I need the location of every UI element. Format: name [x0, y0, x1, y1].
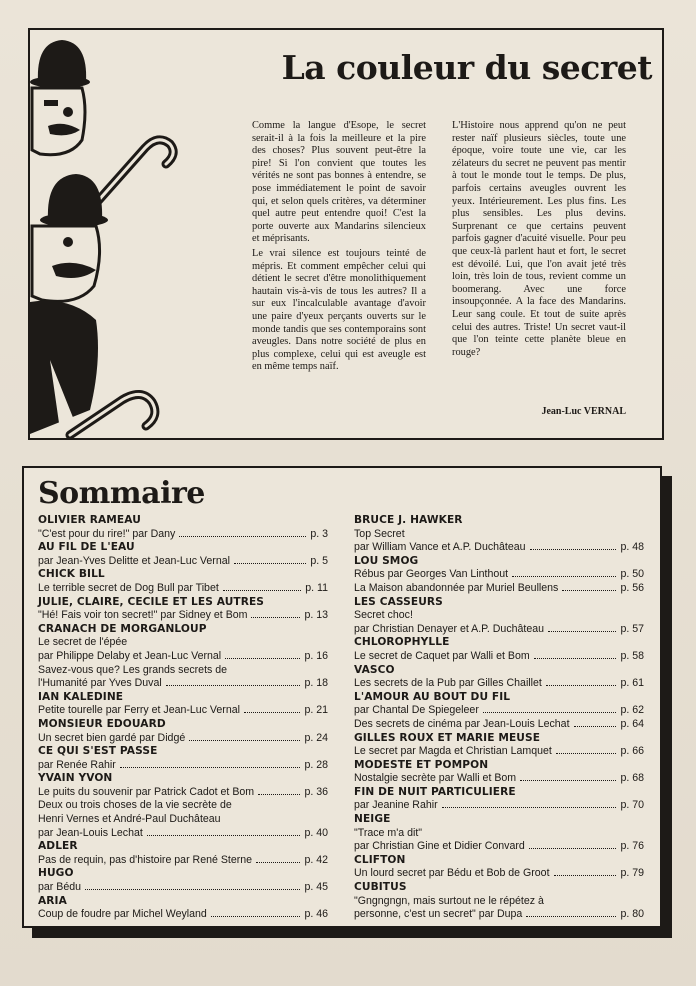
toc-series-heading: CHLOROPHYLLE [354, 636, 450, 649]
toc-line [354, 867, 644, 881]
toc-dot-leader [147, 835, 301, 836]
toc-line-text: par Bédu [38, 881, 81, 894]
toc-line-text: par William Vance et A.P. Duchâteau [354, 541, 526, 554]
toc-line [354, 718, 644, 732]
toc-line-text: Rébus par Georges Van Linthout [354, 568, 509, 581]
toc-line [38, 759, 328, 773]
toc-series-heading: CUBITUS [354, 881, 407, 894]
toc-series-heading: AU FIL DE L'EAU [38, 541, 135, 554]
sommaire-column-left [38, 514, 328, 922]
toc-series-heading: MONSIEUR EDOUARD [38, 717, 166, 730]
toc-line-text: par Jean-Louis Lechat [38, 826, 143, 839]
sommaire-column-right [354, 514, 644, 922]
toc-series-heading: LES CASSEURS [354, 595, 443, 608]
editorial-paragraph: Le vrai silence est toujours teinté de mépris. Et comment empêcher celui qui détient le secret d'être monolithiquement hautain vis-à-vis de tous les autres? Il a sur eux l'incalculable avantage d'avoir une paire d'yeux perçants ouverts sur le monde tandis que ses contemporains sont aveugles. Dans notre société de plus en plus complexe, celui qui est aveugle est en même temps naïf. [252, 247, 426, 373]
toc-line-text: par Christian Denayer et A.P. Duchâteau [354, 622, 545, 635]
toc-series-heading: OLIVIER RAMEAU [38, 514, 141, 526]
toc-dot-leader [211, 916, 301, 917]
toc-line [38, 827, 328, 841]
toc-dot-leader [562, 590, 616, 591]
toc-entry [354, 854, 644, 881]
toc-line [354, 650, 644, 664]
toc-line [354, 908, 644, 922]
toc-page-number: p. 3 [310, 527, 328, 540]
toc-page-number: p. 40 [304, 826, 328, 839]
toc-line-text: Deux ou trois choses de la vie secrète de [38, 799, 232, 812]
toc-series-heading: VASCO [354, 663, 395, 676]
toc-page-number: p. 64 [620, 717, 644, 730]
toc-page-number: p. 57 [620, 622, 644, 635]
toc-dot-leader [85, 889, 300, 890]
toc-page-number: p. 24 [304, 731, 328, 744]
toc-line [38, 854, 328, 868]
toc-line-text: Un lourd secret par Bédu et Bob de Groot [354, 867, 550, 880]
toc-entry [38, 541, 328, 568]
toc-entry [354, 691, 644, 732]
toc-line-text: Nostalgie secrète par Walli et Bom [354, 772, 517, 785]
toc-dot-leader [442, 807, 617, 808]
toc-line [38, 636, 328, 650]
toc-page-number: p. 5 [310, 554, 328, 567]
toc-page-number: p. 36 [304, 785, 328, 798]
toc-line-text: "Trace m'a dit" [354, 826, 423, 839]
toc-line [38, 528, 328, 542]
toc-line [354, 772, 644, 786]
toc-dot-leader [529, 848, 617, 849]
toc-entry [38, 745, 328, 772]
toc-dot-leader [225, 658, 300, 659]
editorial-box [28, 28, 664, 440]
toc-line [354, 745, 644, 759]
toc-page-number: p. 42 [304, 853, 328, 866]
toc-series-heading: NEIGE [354, 813, 391, 826]
toc-entry [38, 772, 328, 840]
toc-page-number: p. 76 [620, 840, 644, 853]
sommaire-title: Sommaire [38, 476, 205, 511]
toc-entry [38, 895, 328, 922]
toc-page-number: p. 62 [620, 704, 644, 717]
toc-entry [38, 623, 328, 691]
toc-entry [354, 732, 644, 759]
toc-line-text: par Jean-Yves Delitte et Jean-Luc Vernal [38, 554, 230, 567]
toc-line-text: Coup de foudre par Michel Weyland [38, 908, 207, 921]
toc-dot-leader [520, 780, 616, 781]
toc-line-text: Le secret de l'épée [38, 636, 128, 649]
toc-series-heading: L'AMOUR AU BOUT DU FIL [354, 690, 511, 703]
toc-line [354, 704, 644, 718]
toc-dot-leader [530, 549, 617, 550]
toc-line-text: l'Humanité par Yves Duval [38, 677, 162, 690]
toc-line-text: Pas de requin, pas d'histoire par René Sterne [38, 853, 253, 866]
toc-line [38, 609, 328, 623]
toc-dot-leader [526, 916, 616, 917]
toc-entry [354, 813, 644, 854]
toc-dot-leader [223, 590, 301, 591]
editorial-paragraph: L'Histoire nous apprend qu'on ne peut rester naïf plusieurs siècles, toute une époque, voire toute une vie, car les zélateurs du secret ne peuvent pas mentir à tout le monde tout le temps. De plus, parfois certains aveugles ouvrent les yeux. Intérieurement. Les plus fins. Les plus sensibles. Les plus devins. Surprenant ce que certains peuvent parfois gagner d'acuité visuelle. Pour peu que ceux-là parlent haut et fort, le secret est dévoilé. Lui, que l'on avait jeté très loin, très loin de tous, revient comme un boomerang. Avec une force insoupçonnée. A la face des Mandarins. Leur sang coule. Et tout de suite après celui des autres. Triste! Un secret vaut-il que l'on teinte cette planète bleue en rouge? [452, 120, 626, 358]
toc-line [354, 677, 644, 691]
toc-page-number: p. 68 [620, 772, 644, 785]
toc-line-text: Savez-vous que? Les grands secrets de [38, 663, 228, 676]
toc-line [354, 840, 644, 854]
toc-page-number: p. 21 [304, 704, 328, 717]
toc-entry [354, 664, 644, 691]
toc-line [354, 528, 644, 542]
toc-line-text: par Chantal De Spiegeleer [354, 704, 479, 717]
toc-line-text: par Philippe Delaby et Jean-Luc Vernal [38, 649, 222, 662]
toc-line [38, 664, 328, 678]
toc-dot-leader [554, 875, 617, 876]
toc-line-text: Les secrets de la Pub par Gilles Chaillet [354, 677, 542, 690]
toc-entry [38, 691, 328, 718]
toc-line-text: Petite tourelle par Ferry et Jean-Luc Vernal [38, 704, 240, 717]
toc-line-text: par Renée Rahir [38, 758, 116, 771]
toc-line [354, 582, 644, 596]
toc-dot-leader [166, 685, 301, 686]
toc-entry [354, 636, 644, 663]
toc-series-heading: ADLER [38, 840, 78, 853]
detective-face-icon-2 [32, 226, 100, 301]
toc-page-number: p. 79 [620, 867, 644, 880]
toc-dot-leader [483, 712, 617, 713]
toc-series-heading: GILLES ROUX ET MARIE MEUSE [354, 731, 541, 744]
toc-dot-leader [251, 617, 300, 618]
toc-series-heading: MODESTE ET POMPON [354, 758, 489, 771]
toc-dot-leader [179, 536, 306, 537]
toc-line [354, 609, 644, 623]
editorial-paragraph: Comme la langue d'Esope, le secret serait-il à la fois la meilleure et la pire des choses? Plus souvent peut-être la pire! Si l'on convient que toutes les vérités ne sont pas bonnes à entendre, se pose immédiatement le point de savoir qui, et selon quels critères, va déterminer quel autre peut entendre quoi! C'est la porte ouverte aux Mandarins silencieux et méprisants. [252, 120, 426, 245]
toc-line [354, 827, 644, 841]
detective-body-icon [30, 301, 98, 434]
editorial-column-left [252, 120, 426, 376]
toc-dot-leader [189, 740, 300, 741]
toc-page-number: p. 66 [620, 745, 644, 758]
toc-entry [38, 718, 328, 745]
toc-page-number: p. 18 [304, 677, 328, 690]
toc-line-text: personne, c'est un secret" par Dupa [354, 908, 523, 921]
editorial-column-right [452, 120, 626, 361]
sommaire-box [22, 466, 662, 928]
toc-line [354, 799, 644, 813]
toc-series-heading: CRANACH DE MORGANLOUP [38, 622, 207, 635]
toc-line-text: Un secret bien gardé par Didgé [38, 731, 186, 744]
toc-line-text: "Gngngngn, mais surtout ne le répétez à [354, 894, 544, 907]
toc-entry [38, 840, 328, 867]
toc-line [354, 568, 644, 582]
toc-page-number: p. 48 [620, 541, 644, 554]
toc-entry [38, 867, 328, 894]
toc-entry [354, 786, 644, 813]
editorial-signature: Jean-Luc VERNAL [541, 406, 626, 417]
toc-line-text: Henri Vernes et André-Paul Duchâteau [38, 813, 221, 826]
bowler-hat-icon [30, 40, 90, 88]
toc-dot-leader [258, 794, 300, 795]
toc-series-heading: FIN DE NUIT PARTICULIERE [354, 785, 516, 798]
toc-line [38, 799, 328, 813]
toc-dot-leader [574, 726, 617, 727]
toc-line [38, 555, 328, 569]
toc-page-number: p. 50 [620, 568, 644, 581]
toc-page-number: p. 70 [620, 799, 644, 812]
toc-page-number: p. 56 [620, 581, 644, 594]
toc-series-heading: LOU SMOG [354, 554, 419, 567]
toc-page-number: p. 80 [620, 908, 644, 921]
walking-cane-icon [90, 140, 173, 210]
toc-dot-leader [534, 658, 617, 659]
detective-face-icon [32, 88, 85, 155]
toc-page-number: p. 45 [304, 881, 328, 894]
toc-line [354, 895, 644, 909]
toc-entry [354, 514, 644, 555]
cartoon-illustration [30, 30, 180, 440]
toc-line-text: Le terrible secret de Dog Bull par Tibet [38, 581, 219, 594]
toc-line [38, 786, 328, 800]
toc-dot-leader [256, 862, 300, 863]
toc-series-heading: CHICK BILL [38, 568, 105, 581]
toc-line [38, 813, 328, 827]
toc-dot-leader [546, 685, 617, 686]
toc-line [354, 541, 644, 555]
toc-dot-leader [556, 753, 617, 754]
toc-entry [354, 555, 644, 596]
toc-line-text: par Christian Gine et Didier Convard [354, 840, 525, 853]
toc-series-heading: HUGO [38, 867, 74, 880]
toc-page-number: p. 16 [304, 649, 328, 662]
toc-dot-leader [244, 712, 300, 713]
toc-page-number: p. 28 [304, 758, 328, 771]
toc-line [38, 677, 328, 691]
toc-line-text: Le secret par Magda et Christian Lamquet [354, 745, 552, 758]
toc-page-number: p. 61 [620, 677, 644, 690]
toc-entry [38, 596, 328, 623]
toc-line-text: Le puits du souvenir par Patrick Cadot et Bom [38, 785, 255, 798]
toc-line [38, 908, 328, 922]
toc-line-text: Secret choc! [354, 609, 413, 622]
toc-line-text: par Jeanine Rahir [354, 799, 438, 812]
toc-entry [354, 759, 644, 786]
toc-page-number: p. 58 [620, 649, 644, 662]
toc-series-heading: BRUCE J. HAWKER [354, 514, 463, 526]
toc-line [38, 704, 328, 718]
toc-series-heading: IAN KALEDINE [38, 690, 124, 703]
toc-series-heading: CE QUI S'EST PASSE [38, 745, 158, 758]
toc-dot-leader [512, 576, 616, 577]
toc-series-heading: ARIA [38, 894, 67, 907]
toc-line-text: La Maison abandonnée par Muriel Beullens [354, 581, 559, 594]
toc-series-heading: YVAIN YVON [38, 772, 113, 785]
editorial-title: La couleur du secret [281, 48, 652, 87]
toc-page-number: p. 46 [304, 908, 328, 921]
toc-line [38, 732, 328, 746]
toc-dot-leader [548, 631, 616, 632]
toc-series-heading: JULIE, CLAIRE, CECILE ET LES AUTRES [38, 595, 265, 608]
toc-line [38, 881, 328, 895]
toc-line-text: Top Secret [354, 527, 405, 540]
toc-entry [38, 514, 328, 541]
toc-dot-leader [120, 767, 301, 768]
toc-page-number: p. 13 [304, 609, 328, 622]
toc-line-text: Des secrets de cinéma par Jean-Louis Lechat [354, 717, 570, 730]
toc-line [38, 650, 328, 664]
toc-entry [354, 881, 644, 922]
toc-entry [354, 596, 644, 637]
toc-line-text: Le secret de Caquet par Walli et Bom [354, 649, 530, 662]
toc-entry [38, 568, 328, 595]
toc-page-number: p. 11 [305, 581, 328, 594]
toc-dot-leader [234, 563, 306, 564]
toc-line-text: "C'est pour du rire!" par Dany [38, 527, 176, 540]
toc-series-heading: CLIFTON [354, 853, 406, 866]
bowler-hat-icon-2 [40, 174, 108, 227]
toc-line [354, 623, 644, 637]
toc-line [38, 582, 328, 596]
toc-line-text: "Hé! Fais voir ton secret!" par Sidney et Bom [38, 609, 248, 622]
